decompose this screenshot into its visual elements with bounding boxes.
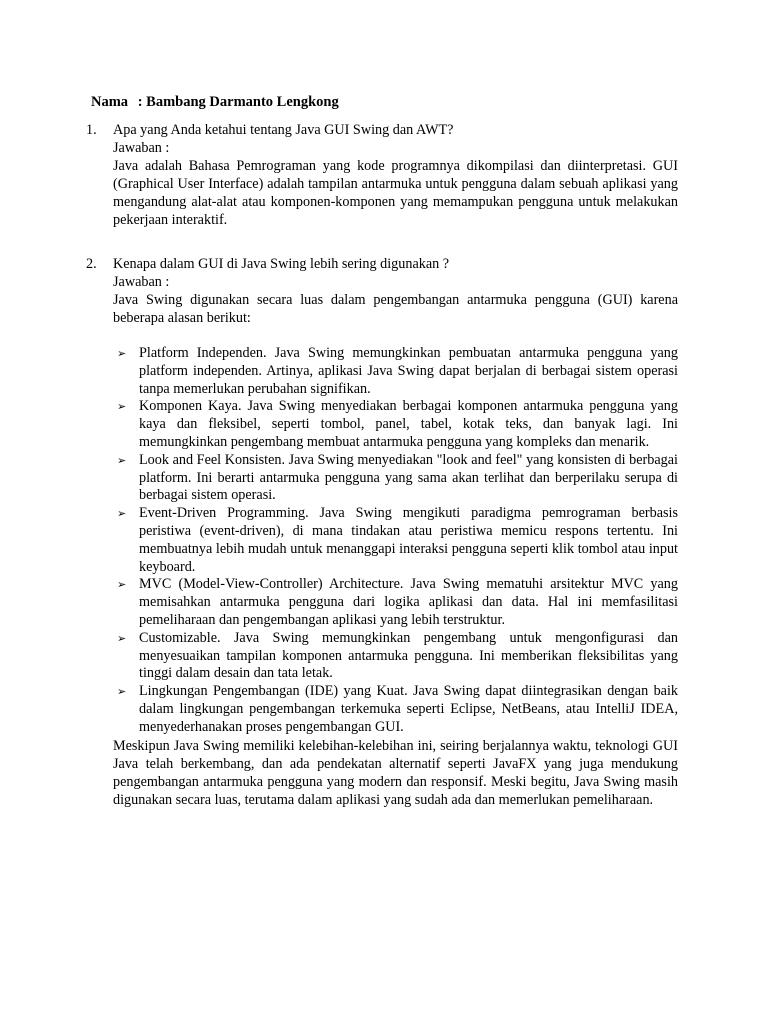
list-item (113, 683, 678, 736)
arrow-bullet-icon: ➢ (117, 632, 127, 645)
answer-intro: Java Swing digunakan secara luas dalam pengembangan antarmuka pengguna (GUI) karena beberapa alasan berikut: (113, 292, 678, 326)
list-item (113, 576, 678, 629)
reasons-list (113, 345, 678, 737)
list-item-text: MVC (Model-View-Controller) Architecture. Java Swing mematuhi arsitektur MVC yang memisahkan antarmuka pengguna dari logika aplikasi dan data. Hal ini memfasilitasi pemeliharaan dan pengembangan aplikasi yang lebih terstruktur. (139, 576, 678, 628)
list-item-text: Lingkungan Pengembangan (IDE) yang Kuat. Java Swing dapat diintegrasikan dengan baik dalam lingkungan pengembangan terkemuka seperti Eclipse, NetBeans, atau IntelliJ IDEA, menyederhanakan proses pengembangan GUI. (139, 683, 678, 735)
list-item (113, 398, 678, 451)
question-number: 2. (86, 256, 97, 272)
answer-label: Jawaban : (113, 140, 170, 156)
student-name-header (91, 94, 339, 111)
name-separator: : (137, 94, 143, 110)
list-item (113, 630, 678, 683)
question-1 (86, 121, 678, 229)
question-number: 1. (86, 122, 97, 138)
list-item (113, 345, 678, 398)
student-name: Bambang Darmanto Lengkong (146, 94, 339, 110)
question-2 (86, 255, 678, 809)
arrow-bullet-icon: ➢ (117, 686, 127, 699)
answer-label: Jawaban : (113, 274, 170, 290)
arrow-bullet-icon: ➢ (117, 454, 127, 467)
closing-paragraph: Meskipun Java Swing memiliki kelebihan-kelebihan ini, seiring berjalannya waktu, teknologi GUI Java telah berkembang, dan ada pendekatan alternatif seperti JavaFX yang juga mendukung pengembangan antarmuka pengguna yang modern dan responsif. Meski begitu, Java Swing masih digunakan secara luas, terutama dalam aplikasi yang sudah ada dan memerlukan pemeliharaan. (113, 737, 678, 808)
name-label: Nama (91, 94, 129, 110)
question-text: Apa yang Anda ketahui tentang Java GUI Swing dan AWT? (113, 122, 454, 138)
list-item-text: Look and Feel Konsisten. Java Swing menyediakan "look and feel" yang konsisten di berbagai platform. Ini berarti antarmuka pengguna yang sama akan terlihat dan berperilaku serupa di berbagai sistem operasi. (139, 451, 678, 504)
arrow-bullet-icon: ➢ (117, 348, 127, 360)
list-item-text: Komponen Kaya. Java Swing menyediakan berbagai komponen antarmuka pengguna yang kaya dan fleksibel, seperti tombol, panel, tabel, kotak teks, dan banyak lagi. Ini memungkinkan pengembang membuat antarmuka pengguna yang kompleks dan menarik. (139, 398, 678, 450)
arrow-bullet-icon: ➢ (117, 401, 127, 414)
list-item-text: Platform Independen. Java Swing memungkinkan pembuatan antarmuka pengguna yang platform independen. Artinya, aplikasi Java Swing dapat berjalan di berbagai sistem operasi tanpa memerlukan perubahan signifikan. (139, 345, 678, 397)
list-item-text: Customizable. Java Swing memungkinkan pengembang untuk mengonfigurasi dan menyesuaikan tampilan komponen antarmuka pengguna. Ini memberikan fleksibilitas yang tinggi dalam desain dan tata letak. (139, 629, 678, 682)
list-item (113, 505, 678, 576)
arrow-bullet-icon: ➢ (117, 508, 127, 521)
arrow-bullet-icon: ➢ (117, 579, 127, 592)
answer-text: Java adalah Bahasa Pemrograman yang kode programnya dikompilasi dan diinterpretasi. GUI (Graphical User Interface) adalah tampilan antarmuka untuk pengguna dalam sebuah aplikasi yang mengandung alat-alat atau komponen-komponen yang memampukan pengguna untuk melakukan pekerjaan interaktif. (113, 158, 678, 228)
list-item (113, 452, 678, 505)
list-item-text: Event-Driven Programming. Java Swing mengikuti paradigma pemrograman berbasis peristiwa (event-driven), di mana tindakan atau peristiwa memicu respons tertentu. Ini membuatnya lebih mudah untuk menanggapi interaksi pengguna seperti klik tombol atau input keyboard. (139, 505, 678, 575)
question-text: Kenapa dalam GUI di Java Swing lebih sering digunakan ? (113, 256, 450, 272)
